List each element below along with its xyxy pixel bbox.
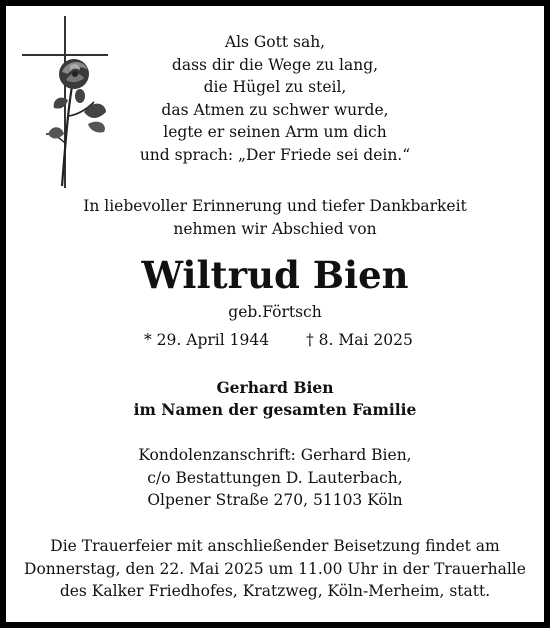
birth-date: * 29. April 1944: [144, 331, 270, 349]
poem-line: das Atmen zu schwer wurde,: [161, 100, 389, 119]
address-line: Kondolenzanschrift: Gerhard Bien,: [138, 446, 412, 464]
family-line: im Namen der gesamten Familie: [133, 400, 417, 419]
funeral-line: Die Trauerfeier mit anschließender Beisetzung findet am: [50, 537, 500, 555]
poem-line: und sprach: „Der Friede sei dein.“: [139, 145, 411, 164]
family-line: Gerhard Bien: [216, 378, 334, 397]
poem-line: legte er seinen Arm um dich: [163, 123, 387, 141]
poem: [6, 31, 544, 166]
intro-line: nehmen wir Abschied von: [173, 220, 377, 238]
obituary-notice: [6, 6, 544, 622]
birth-name: geb.Förtsch: [228, 303, 322, 321]
intro-text: [6, 195, 544, 241]
family-signature: [6, 377, 544, 421]
funeral-line: des Kalker Friedhofes, Kratzweg, Köln-Merheim, statt.: [59, 582, 491, 600]
poem-line: Als Gott sah,: [224, 33, 326, 51]
address-line: Olpener Straße 270, 51103 Köln: [147, 491, 403, 509]
poem-line: die Hügel zu steil,: [203, 78, 347, 96]
life-dates: [6, 329, 544, 351]
death-date: † 8. Mai 2025: [306, 331, 413, 349]
poem-line: dass dir die Wege zu lang,: [171, 55, 379, 74]
intro-line: In liebevoller Erinnerung und tiefer Dankbarkeit: [83, 197, 467, 215]
funeral-info: [6, 535, 544, 603]
condolence-address: [6, 444, 544, 512]
address-line: c/o Bestattungen D. Lauterbach,: [147, 468, 403, 487]
funeral-line: Donnerstag, den 22. Mai 2025 um 11.00 Uhr in der Trauerhalle: [24, 559, 526, 578]
deceased-name: Wiltrud Bien: [141, 253, 409, 297]
